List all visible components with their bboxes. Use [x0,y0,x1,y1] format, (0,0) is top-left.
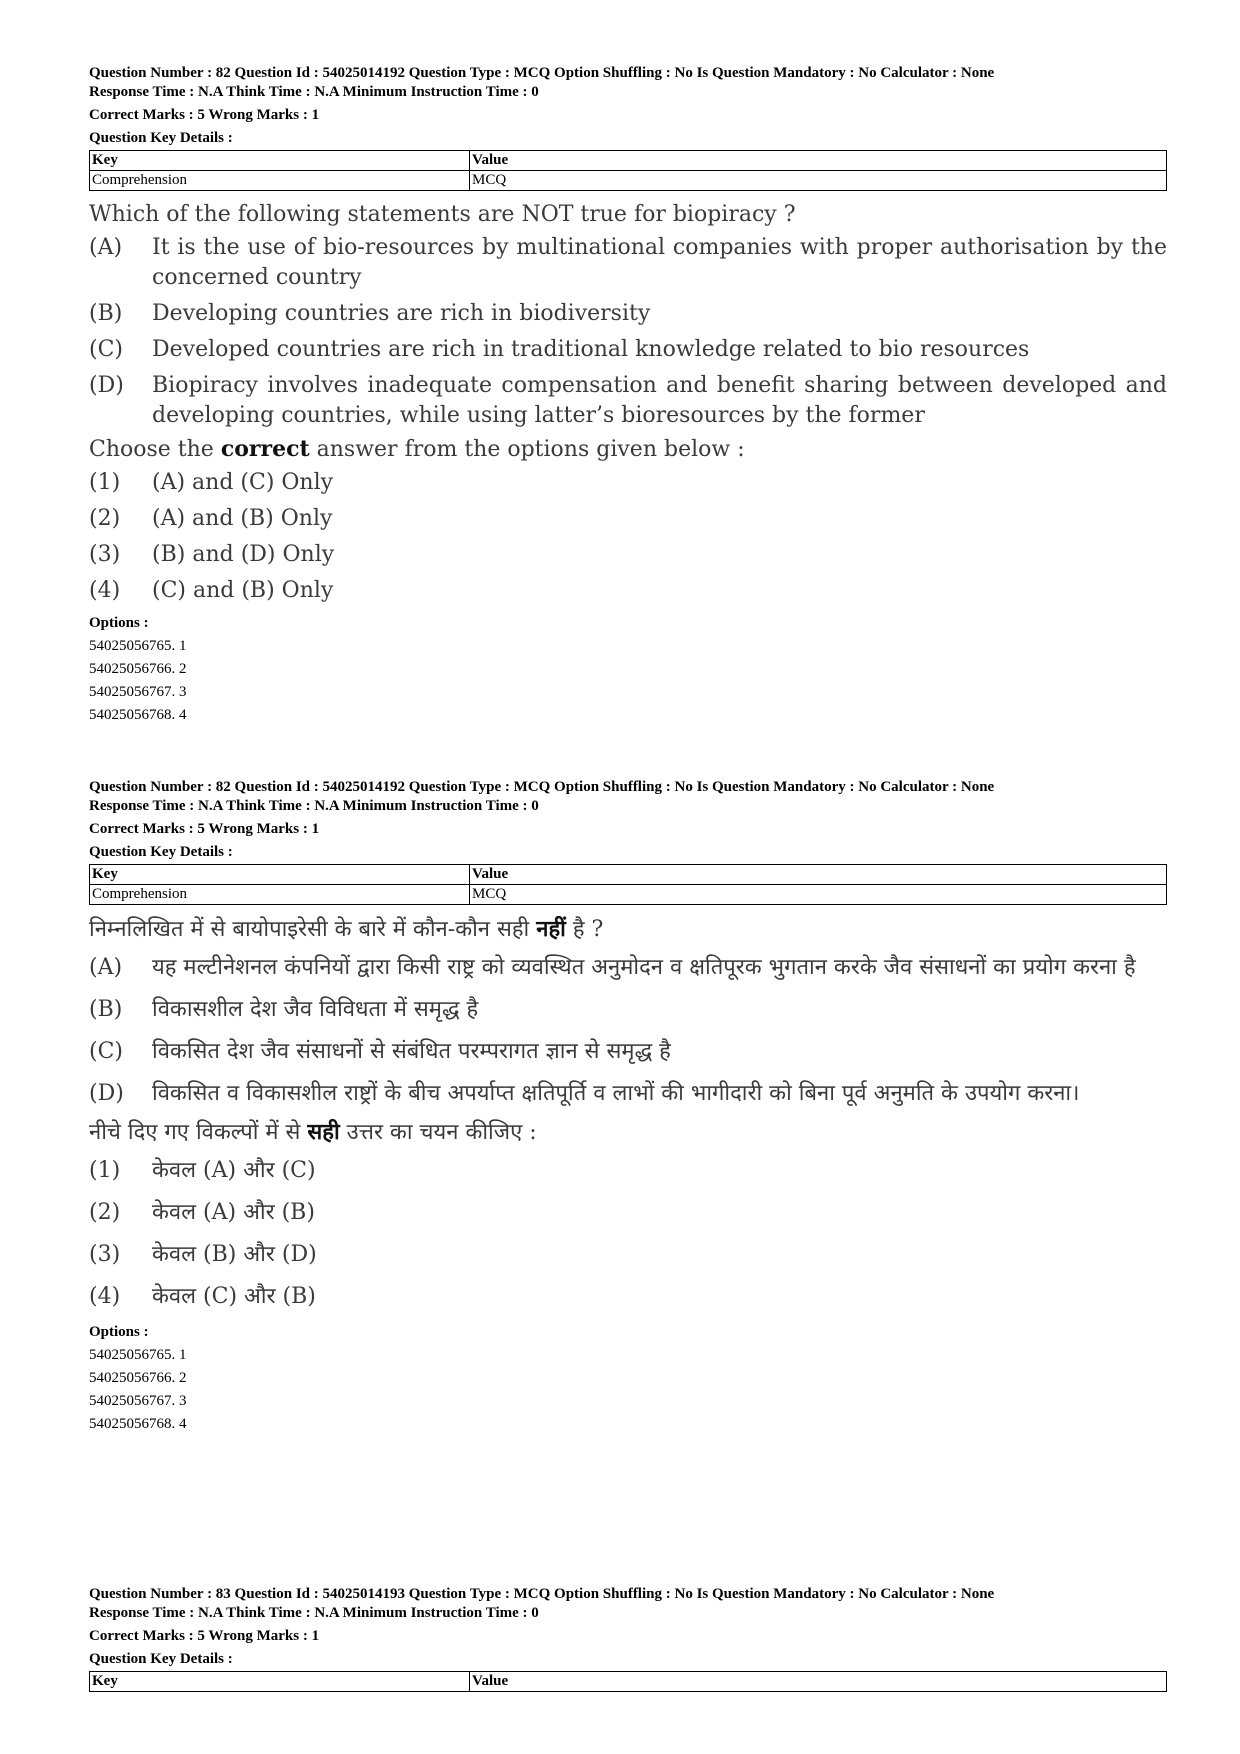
answer-option-2 [89,1195,1167,1231]
question-content [89,197,1167,606]
statement-text: Biopiracy involves inadequate compensation and benefit sharing between developed and developing countries, while using latter’s bioresources by the former [152,373,1167,428]
answer-option-3 [89,540,1167,570]
answer-text: केवल (B) और (D) [152,1242,317,1267]
statement-d [89,1076,1167,1112]
option-id-item: 54025056768. 4 [89,707,187,723]
answer-label: (4) [89,1284,121,1309]
statement-b [89,992,1167,1028]
table-header-row [90,151,1167,171]
title-bold: नहीं [536,916,566,942]
statement-text: Developed countries are rich in traditional knowledge related to bio resources [152,337,1030,362]
question-title: Which of the following statements are NOT true for biopiracy ? [89,202,796,227]
answer-text: केवल (A) और (B) [152,1200,315,1225]
answer-label: (2) [89,506,121,531]
option-id-item: 54025056768. 4 [89,1416,187,1432]
question-key-table [89,864,1167,905]
answer-text: (A) and (B) Only [152,506,333,531]
table-header-value: Value [470,151,1167,171]
choose-bold: सही [307,1119,340,1145]
option-ids [89,1321,1167,1436]
statement-label: (B) [89,301,123,326]
answer-label: (3) [89,1242,121,1267]
table-cell-key: Comprehension [90,171,470,191]
table-row [90,171,1167,191]
option-id-item: 54025056766. 2 [89,1370,187,1386]
table-header-row [90,1672,1167,1692]
question-key-table [89,1671,1167,1692]
option-id-item: 54025056765. 1 [89,1347,187,1363]
question-block-83 [89,1585,1167,1692]
statement-label: (D) [89,373,124,398]
choose-instruction [89,431,1167,468]
statement-text: Developing countries are rich in biodiversity [152,301,651,326]
choose-instruction [89,1112,1167,1153]
choose-post: answer from the options given below : [309,437,745,462]
answer-text: (A) and (C) Only [152,470,334,495]
statement-label: (D) [89,1081,124,1106]
answer-option-1 [89,1153,1167,1189]
answer-label: (2) [89,1200,121,1225]
meta-line-3: Correct Marks : 5 Wrong Marks : 1 [89,107,320,123]
table-cell-value: MCQ [470,171,1167,191]
title-pre: निम्नलिखित में से बायोपाइरेसी के बारे में कौन-कौन सही [89,917,537,942]
answer-option-1 [89,468,1167,498]
meta-line-2: Response Time : N.A Think Time : N.A Minimum Instruction Time : 0 [89,84,539,100]
meta-line-4: Question Key Details : [89,844,233,860]
meta-line-1: Question Number : 82 Question Id : 54025014192 Question Type : MCQ Option Shuffling : No Is Question Mandatory : No Calculator : None [89,65,995,81]
title-post: है ? [565,917,604,942]
table-header-row [90,865,1167,885]
answer-label: (3) [89,542,121,567]
statement-text: विकसित व विकासशील राष्ट्रों के बीच अपर्याप्त क्षतिपूर्ति व लाभों की भागीदारी को बिना पूर्व अनुमति के उपयोग करना। [152,1081,1080,1106]
table-cell-value: MCQ [470,885,1167,905]
option-id-item: 54025056767. 3 [89,684,187,700]
meta-line-3: Correct Marks : 5 Wrong Marks : 1 [89,1628,320,1644]
answer-label: (4) [89,578,121,603]
statement-text: विकसित देश जैव संसाधनों से संबंधित परम्परागत ज्ञान से समृद्ध है [152,1039,671,1064]
choose-bold: correct [220,436,310,462]
answer-text: केवल (C) और (B) [152,1284,316,1309]
question-block-82-hi [89,778,1167,1436]
answer-label: (1) [89,1158,121,1183]
choose-pre: नीचे दिए गए विकल्पों में से [89,1120,308,1145]
statement-a [89,233,1167,293]
table-header-key: Key [90,1672,470,1692]
question-meta [89,1585,1167,1669]
option-id-item: 54025056766. 2 [89,661,187,677]
answer-option-4 [89,576,1167,606]
option-id-item: 54025056765. 1 [89,638,187,654]
meta-line-4: Question Key Details : [89,1651,233,1667]
table-row [90,885,1167,905]
question-content [89,909,1167,1315]
statement-text: यह मल्टीनेशनल कंपनियों द्वारा किसी राष्ट्र को व्यवस्थित अनुमोदन व क्षतिपूरक भुगतान करके जैव संसाधनों का प्रयोग करना है [152,955,1136,980]
answer-label: (1) [89,470,121,495]
meta-line-4: Question Key Details : [89,130,233,146]
answer-option-3 [89,1237,1167,1273]
table-header-value: Value [470,1672,1167,1692]
choose-post: उत्तर का चयन कीजिए : [339,1120,537,1145]
answer-text: (B) and (D) Only [152,542,335,567]
statement-a [89,950,1167,986]
answer-option-4 [89,1279,1167,1315]
meta-line-1: Question Number : 82 Question Id : 54025014192 Question Type : MCQ Option Shuffling : No Is Question Mandatory : No Calculator : None [89,779,995,795]
statement-c [89,1034,1167,1070]
statement-label: (A) [89,235,123,260]
answer-text: केवल (A) और (C) [152,1158,316,1183]
table-header-key: Key [90,865,470,885]
statement-label: (B) [89,997,123,1022]
statement-c [89,335,1167,365]
question-key-table [89,150,1167,191]
statement-label: (A) [89,955,123,980]
statement-label: (C) [89,1039,123,1064]
options-heading: Options : [89,615,149,631]
option-id-item: 54025056767. 3 [89,1393,187,1409]
question-title [89,909,1167,950]
answer-option-2 [89,504,1167,534]
question-meta [89,778,1167,862]
statement-b [89,299,1167,329]
table-header-key: Key [90,151,470,171]
statement-text: विकासशील देश जैव विविधता में समृद्ध है [152,997,479,1022]
choose-pre: Choose the [89,437,221,462]
answer-text: (C) and (B) Only [152,578,334,603]
option-ids [89,612,1167,727]
statement-d [89,371,1167,431]
question-block-82-en [89,64,1167,727]
meta-line-2: Response Time : N.A Think Time : N.A Minimum Instruction Time : 0 [89,798,539,814]
meta-line-3: Correct Marks : 5 Wrong Marks : 1 [89,821,320,837]
table-cell-key: Comprehension [90,885,470,905]
question-meta [89,64,1167,148]
options-heading: Options : [89,1324,149,1340]
table-header-value: Value [470,865,1167,885]
statement-text: It is the use of bio-resources by multinational companies with proper authorisation by the concerned country [152,235,1167,290]
statement-label: (C) [89,337,123,362]
meta-line-2: Response Time : N.A Think Time : N.A Minimum Instruction Time : 0 [89,1605,539,1621]
meta-line-1: Question Number : 83 Question Id : 54025014193 Question Type : MCQ Option Shuffling : No Is Question Mandatory : No Calculator : None [89,1586,995,1602]
